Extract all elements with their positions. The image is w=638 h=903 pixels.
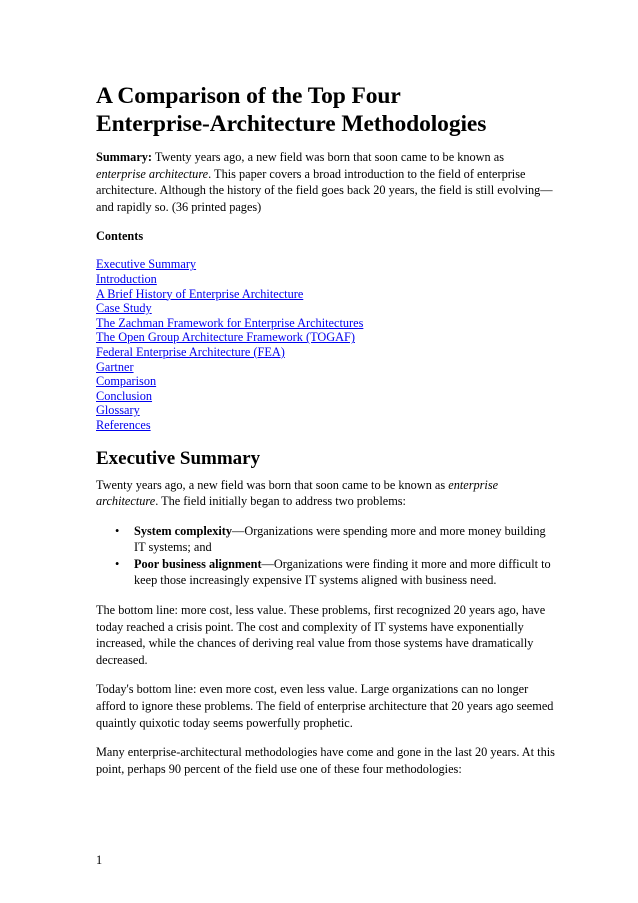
executive-summary-intro <box>96 477 556 510</box>
problem-description: —Organizations were spending more and more money building IT systems; and <box>134 523 546 555</box>
toc-link-references[interactable]: References <box>96 417 151 432</box>
toc-item <box>96 360 556 375</box>
toc-link-glossary[interactable]: Glossary <box>96 403 140 418</box>
toc-item <box>96 257 556 272</box>
list-item <box>115 523 556 556</box>
summary-label: Summary: <box>96 150 153 164</box>
intro-text-before: Twenty years ago, a new field was born that soon came to be known as <box>96 477 449 492</box>
body-paragraph-3: Many enterprise-architectural methodologies have come and gone in the last 20 years. At this point, perhaps 90 percent of the field use one of these four methodologies: <box>96 745 555 776</box>
body-paragraph-1: The bottom line: more cost, less value. These problems, first recognized 20 years ago, have today reached a crisis point. The cost and complexity of IT systems have exponentially increased, while the chances of deriving real value from those systems have dramatically decreased. <box>96 603 546 667</box>
problems-list <box>96 523 556 589</box>
table-of-contents <box>96 257 556 432</box>
body-paragraph-2: Today's bottom line: even more cost, even less value. Large organizations can no longer afford to ignore these problems. The field of enterprise architecture that 20 years ago seemed quaintly quixotic today seems powerfully prophetic. <box>96 682 554 730</box>
page-number: 1 <box>96 853 103 867</box>
toc-link-introduction[interactable]: Introduction <box>96 271 157 286</box>
toc-item <box>96 389 556 404</box>
contents-heading: Contents <box>96 229 144 244</box>
bullet-icon: • <box>115 523 120 538</box>
document-page <box>96 82 556 790</box>
toc-item <box>96 345 556 360</box>
intro-text-after: . The field initially began to address two problems: <box>155 494 406 509</box>
list-item <box>115 556 556 589</box>
problem-description: —Organizations were finding it more and more difficult to keep those increasingly expensive IT systems aligned with business need. <box>134 556 551 588</box>
executive-summary-heading: Executive Summary <box>96 447 261 469</box>
toc-link-conclusion[interactable]: Conclusion <box>96 388 153 403</box>
title-line-2: Enterprise-Architecture Methodologies <box>96 111 487 137</box>
toc-item <box>96 374 556 389</box>
toc-link-executive-summary[interactable]: Executive Summary <box>96 257 197 272</box>
toc-item <box>96 330 556 345</box>
title-line-1: A Comparison of the Top Four <box>96 83 401 109</box>
toc-item <box>96 272 556 287</box>
bullet-icon: • <box>115 556 120 571</box>
summary-text-after: . This paper covers a broad introduction to the field of enterprise architecture. Although the history of the field goes back 20 years, the field is still evolving—and rapidly so. (36 printed pages) <box>96 166 553 214</box>
toc-link-zachman[interactable]: The Zachman Framework for Enterprise Architectures <box>96 315 364 330</box>
toc-link-brief-history[interactable]: A Brief History of Enterprise Architecture <box>96 286 304 301</box>
summary-paragraph <box>96 149 556 215</box>
toc-link-comparison[interactable]: Comparison <box>96 374 157 389</box>
toc-item <box>96 316 556 331</box>
toc-link-gartner[interactable]: Gartner <box>96 359 134 374</box>
toc-item <box>96 403 556 418</box>
summary-text-before: Twenty years ago, a new field was born that soon came to be known as <box>152 150 505 164</box>
problem-term: System complexity <box>134 523 233 538</box>
toc-item <box>96 287 556 302</box>
toc-link-case-study[interactable]: Case Study <box>96 301 152 316</box>
summary-italic-term: enterprise architecture <box>96 166 209 181</box>
intro-italic-term: enterprise architecture <box>96 477 499 509</box>
problem-term: Poor business alignment <box>134 556 262 571</box>
toc-item <box>96 301 556 316</box>
toc-link-togaf[interactable]: The Open Group Architecture Framework (TOGAF) <box>96 330 355 345</box>
toc-link-fea[interactable]: Federal Enterprise Architecture (FEA) <box>96 344 285 359</box>
toc-item <box>96 418 556 433</box>
document-title <box>96 82 556 138</box>
